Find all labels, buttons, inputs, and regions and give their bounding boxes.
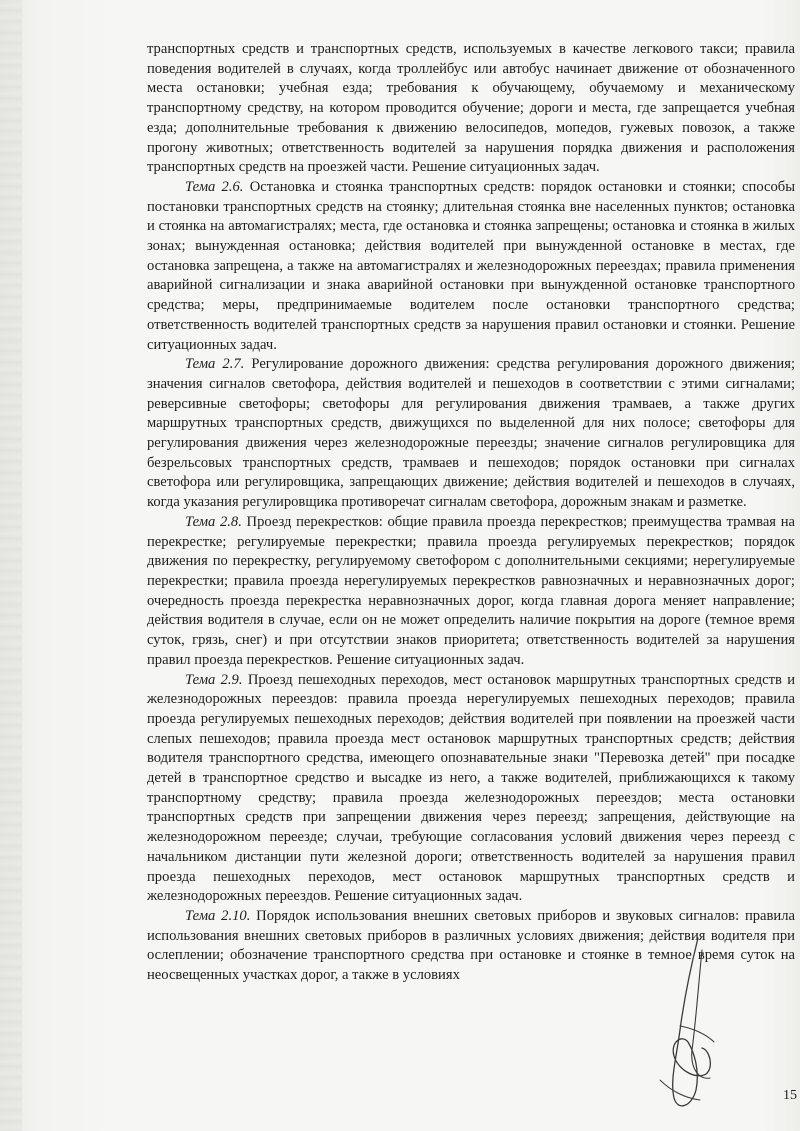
paragraph-topic-2-7 xyxy=(147,355,795,513)
paragraph-topic-2-9 xyxy=(147,671,795,907)
topic-text: Регулирование дорожного движения: средства регулирования дорожного движения; значения сигналов светофора, действия водителей и пешеходов в соответствии с этими сигналами; реверсивные светофоры; светофоры для регулирования движения трамваев, а также других маршрутных транспортных средств, движущихся по выделенной для них полосе; светофоры для регулирования движения через железнодорожные переезды; значение сигналов регулировщика для безрельсовых транспортных средств, трамваев и пешеходов; порядок остановки при сигналах светофора или регулировщика, запрещающих движение; действия водителей и пешеходов в случаях, когда указания регулировщика противоречат сигналам светофора, дорожным знакам и разметке. xyxy=(147,356,795,511)
document-body xyxy=(147,40,795,986)
topic-text: Порядок использования внешних световых приборов и звуковых сигналов: правила использования внешних световых приборов в различных условиях движения; действия водителя при ослеплении; обозначение транспортного средства при остановке и стоянке в темное время суток на неосвещенных участках дорог, а также в условиях xyxy=(147,907,795,984)
topic-text: Проезд перекрестков: общие правила проезда перекрестков; преимущества трамвая на перекрестке; регулируемые перекрестки; правила проезда регулируемых перекрестков; порядок движения по перекрестку, регулируемому светофором с дополнительными секциями; нерегулируемые перекрестки; правила проезда нерегулируемых перекрестков равнозначных и неравнозначных дорог; очередность проезда перекрестка неравнозначных дорог, когда главная дорога меняет направление; действия водителя в случае, если он не может определить наличие покрытия на дороге (темное время суток, грязь, снег) и при отсутствии знаков приоритета; ответственность водителей за нарушения правил проезда перекрестков. Решение ситуационных задач. xyxy=(147,513,795,668)
topic-label: Тема 2.6. xyxy=(185,178,244,195)
handwritten-signature xyxy=(640,930,730,1120)
topic-label: Тема 2.9. xyxy=(185,671,243,688)
topic-text: Остановка и стоянка транспортных средств: порядок остановки и стоянки; способы постановки транспортных средств на стоянку; длительная стоянка вне населенных пунктов; остановка и стоянка на автомагистралях; места, где остановка и стоянка запрещены; остановка и стоянка в жилых зонах; вынужденная остановка; действия водителей при вынужденной остановке в местах, где остановка запрещена, а также на автомагистралях и железнодорожных переездах; правила применения аварийной сигнализации и знака аварийной остановки при вынужденной остановке транспортного средства; меры, предпринимаемые водителем после остановки транспортного средства; ответственность водителей транспортных средств за нарушения правил остановки и стоянки. Решение ситуационных задач. xyxy=(147,178,795,353)
topic-label: Тема 2.7. xyxy=(185,356,245,373)
topic-text: Проезд пешеходных переходов, мест остановок маршрутных транспортных средств и железнодорожных переездов: правила проезда нерегулируемых пешеходных переходов; правила проезда регулируемых пешеходных переходов; действия водителей при появлении на проезжей части слепых пешеходов; правила проезда мест остановок маршрутных транспортных средств; действия водителя транспортного средства, имеющего опознавательные знаки "Перевозка детей" при посадке детей в транспортное средство и высадке из него, а также водителей, приближающихся к такому транспортному средству; правила проезда железнодорожных переездов; места остановки транспортных средств при запрещении движения через переезд; запрещения, действующие на железнодорожном переезде; случаи, требующие согласования условий движения через переезд с начальником дистанции пути железной дороги; ответственность водителей за нарушения правил проезда пешеходных переходов, мест остановок маршрутных транспортных средств и железнодорожных переездов. Решение ситуационных задач. xyxy=(147,671,796,905)
page-number: 15 xyxy=(783,1088,797,1103)
paragraph-topic-2-6 xyxy=(147,178,795,355)
topic-label: Тема 2.10. xyxy=(185,907,251,924)
scan-edge-shadow xyxy=(0,0,22,1131)
topic-label: Тема 2.8. xyxy=(185,513,242,530)
paragraph-continuation: транспортных средств и транспортных средств, используемых в качестве легкового такси; правила поведения водителей в случаях, когда троллейбус или автобус начинает движение от обозначенного места остановки; учебная езда; требования к обучающему, обучаемому и механическому транспортному средству, на котором проводится обучение; дороги и места, где запрещается учебная езда; дополнительные требования к движению велосипедов, мопедов, гужевых повозок, а также прогону животных; ответственность водителей за нарушения порядка движения и расположения транспортных средств на проезжей части. Решение ситуационных задач. xyxy=(147,41,795,176)
paragraph-topic-2-8 xyxy=(147,513,795,671)
